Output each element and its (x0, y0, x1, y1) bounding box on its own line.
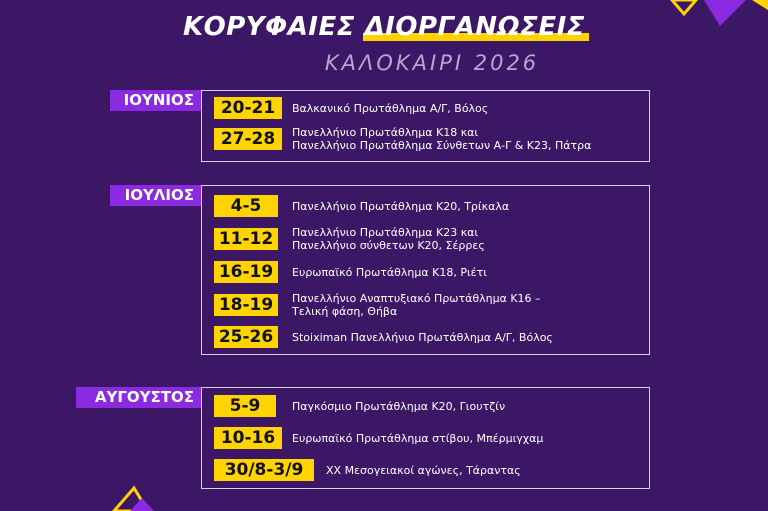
event-line-1: Βαλκανικό Πρωτάθλημα Α/Γ, Βόλος (292, 102, 489, 115)
event-date: 4-5 (214, 195, 278, 217)
event-date: 5-9 (214, 395, 276, 417)
event-description (292, 200, 509, 213)
event-line-1: Πανελλήνιο Πρωτάθλημα Κ18 και (292, 126, 479, 139)
event-date: 11-12 (214, 228, 278, 250)
event-date: 30/8-3/9 (214, 459, 314, 481)
event-description (292, 126, 591, 152)
event-line-1: Παγκόσμιο Πρωτάθλημα Κ20, Γιουτζίν (292, 400, 506, 413)
event-description (292, 102, 488, 115)
corner-triangle-decoration-bottom-left (108, 480, 168, 511)
event-date: 18-19 (214, 294, 278, 316)
event-description (292, 432, 543, 445)
event-description (292, 292, 541, 318)
event-line-1: XX Μεσογειακοί αγώνες, Τάραντας (326, 464, 521, 477)
event-line-1: Πανελλήνιο Πρωτάθλημα Κ23 και (292, 226, 479, 239)
event-line-2: Πανελλήνιο Πρωτάθλημα Σύνθετων Α-Γ & Κ23, Πάτρα (292, 139, 592, 152)
event-description (292, 226, 485, 252)
month-label-july: ΙΟΥΛΙΟΣ (110, 185, 202, 206)
page-title (0, 12, 768, 42)
event-description (292, 400, 505, 413)
event-line-1: Ευρωπαϊκό Πρωτάθλημα στίβου, Μπέρμιγχαμ (292, 432, 544, 445)
event-line-1: Stoiximan Πανελλήνιο Πρωτάθλημα Α/Γ, Βόλος (292, 331, 553, 344)
title-highlight (365, 12, 585, 42)
event-description (292, 266, 487, 279)
event-date: 16-19 (214, 261, 278, 283)
event-line-1: Πανελλήνιο Αναπτυξιακό Πρωτάθλημα Κ16 – (292, 292, 541, 305)
event-date: 10-16 (214, 427, 282, 449)
month-box-august (201, 387, 650, 489)
month-label-june: ΙΟΥΝΙΟΣ (110, 90, 202, 111)
month-label-august: ΑΥΓΟΥΣΤΟΣ (76, 387, 202, 408)
event-date: 20-21 (214, 97, 282, 119)
event-line-1: Πανελλήνιο Πρωτάθλημα Κ20, Τρίκαλα (292, 200, 510, 213)
event-line-1: Ευρωπαϊκό Πρωτάθλημα Κ18, Ριέτι (292, 266, 487, 279)
page-subtitle: ΚΑΛΟΚΑΙΡΙ 2026 (324, 51, 540, 75)
event-description (326, 464, 521, 477)
event-description (292, 331, 553, 344)
event-line-2: Πανελλήνιο σύνθετων Κ20, Σέρρες (292, 239, 485, 252)
event-date: 27-28 (214, 128, 282, 150)
title-part-2: ΔΙΟΡΓΑΝΩΣΕΙΣ (364, 12, 586, 42)
month-box-june (201, 90, 650, 162)
event-date: 25-26 (214, 326, 278, 348)
title-part-1: ΚΟΡΥΦΑΙΕΣ (182, 12, 365, 42)
month-box-july (201, 185, 650, 355)
event-line-2: Τελική φάση, Θήβα (292, 305, 398, 318)
